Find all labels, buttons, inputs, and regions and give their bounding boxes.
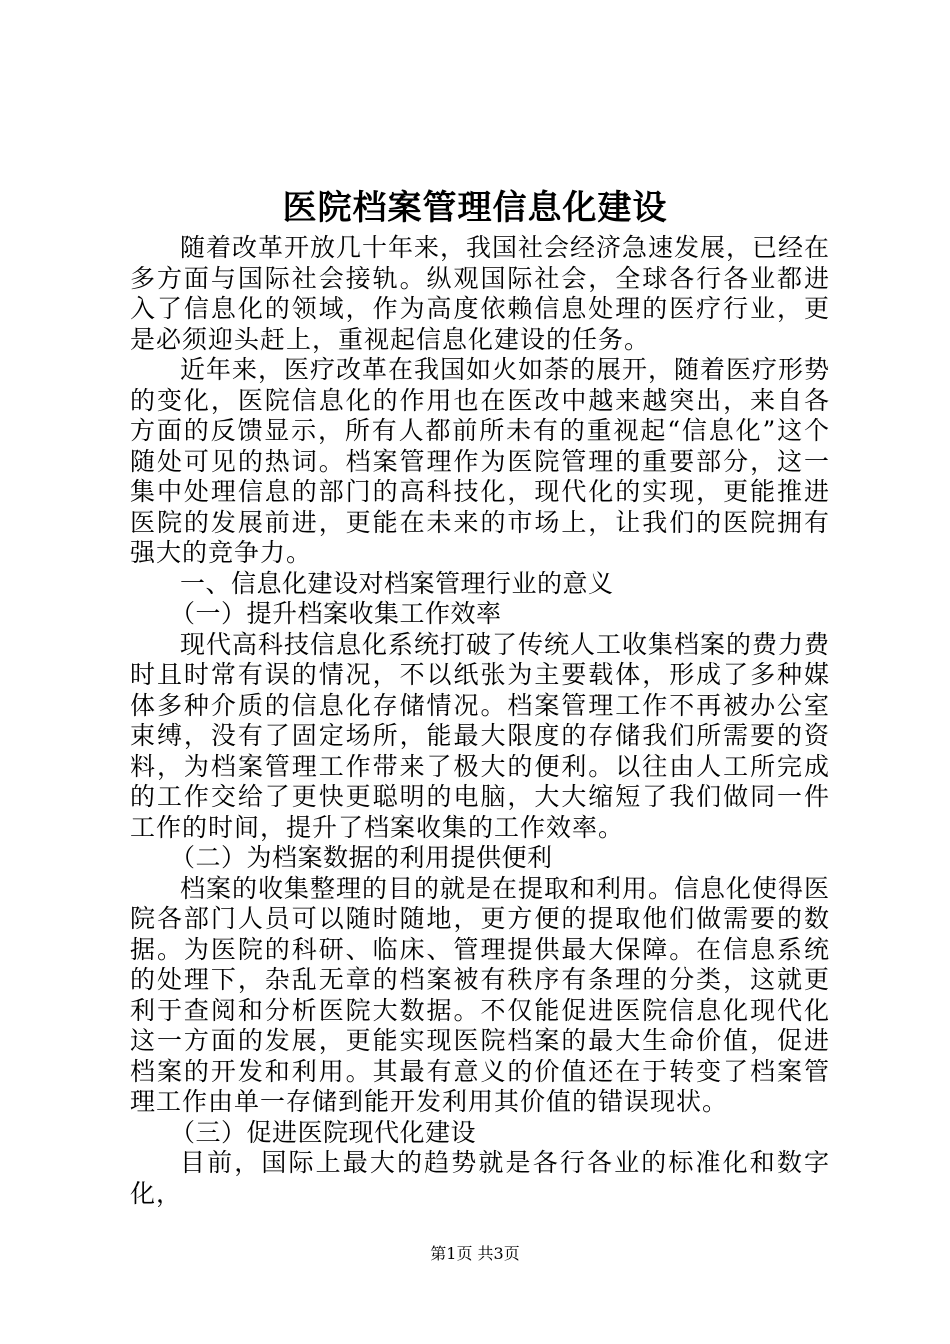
page-footer: 第1页 共3页 xyxy=(430,1244,520,1263)
document-body xyxy=(130,233,830,1209)
section-heading: 一、信息化建设对档案管理行业的意义 xyxy=(180,568,614,598)
document-title: 医院档案管理信息化建设 xyxy=(282,188,668,228)
subsection-heading: （一）提升档案收集工作效率 xyxy=(170,599,502,628)
paragraph: 随着改革开放几十年来，我国社会经济急速发展，已经在多方面与国际社会接轨。纵观国际社会，全球各行各业都进入了信息化的领域，作为高度依赖信息处理的医疗行业，更是必须迎头赶上，重视起信息化建设的任务。 xyxy=(130,233,831,354)
subsection-heading: （二）为档案数据的利用提供便利 xyxy=(170,843,553,872)
paragraph: 档案的收集整理的目的就是在提取和利用。信息化使得医院各部门人员可以随时随地，更方便的提取他们做需要的数据。为医院的科研、临床、管理提供最大保障。在信息系统的处理下，杂乱无章的档案被有秩序有条理的分类，这就更利于查阅和分析医院大数据。不仅能促进医院信息化现代化这一方面的发展，更能实现医院档案的最大生命价值，促进档案的开发和利用。其最有意义的价值还在于转变了档案管理工作由单一存储到能开发利用其价值的错误现状。 xyxy=(130,873,831,1116)
paragraph: 现代高科技信息化系统打破了传统人工收集档案的费力费时且时常有误的情况，不以纸张为主要载体，形成了多种媒体多种介质的信息化存储情况。档案管理工作不再被办公室束缚，没有了固定场所，能最大限度的存储我们所需要的资料，为档案管理工作带来了极大的便利。以往由人工所完成的工作交给了更快更聪明的电脑，大大缩短了我们做同一件工作的时间，提升了档案收集的工作效率。 xyxy=(130,629,831,842)
paragraph: 目前，国际上最大的趋势就是各行各业的标准化和数字化， xyxy=(130,1148,830,1208)
paragraph: 近年来，医疗改革在我国如火如荼的展开，随着医疗形势的变化，医院信息化的作用也在医改中越来越突出，来自各方面的反馈显示，所有人都前所未有的重视起“信息化”这个随处可见的热词。档案管理作为医院管理的重要部分，这一集中处理信息的部门的高科技化，现代化的实现，更能推进医院的发展前进，更能在未来的市场上，让我们的医院拥有强大的竞争力。 xyxy=(130,355,831,567)
subsection-heading: （三）促进医院现代化建设 xyxy=(170,1117,477,1147)
